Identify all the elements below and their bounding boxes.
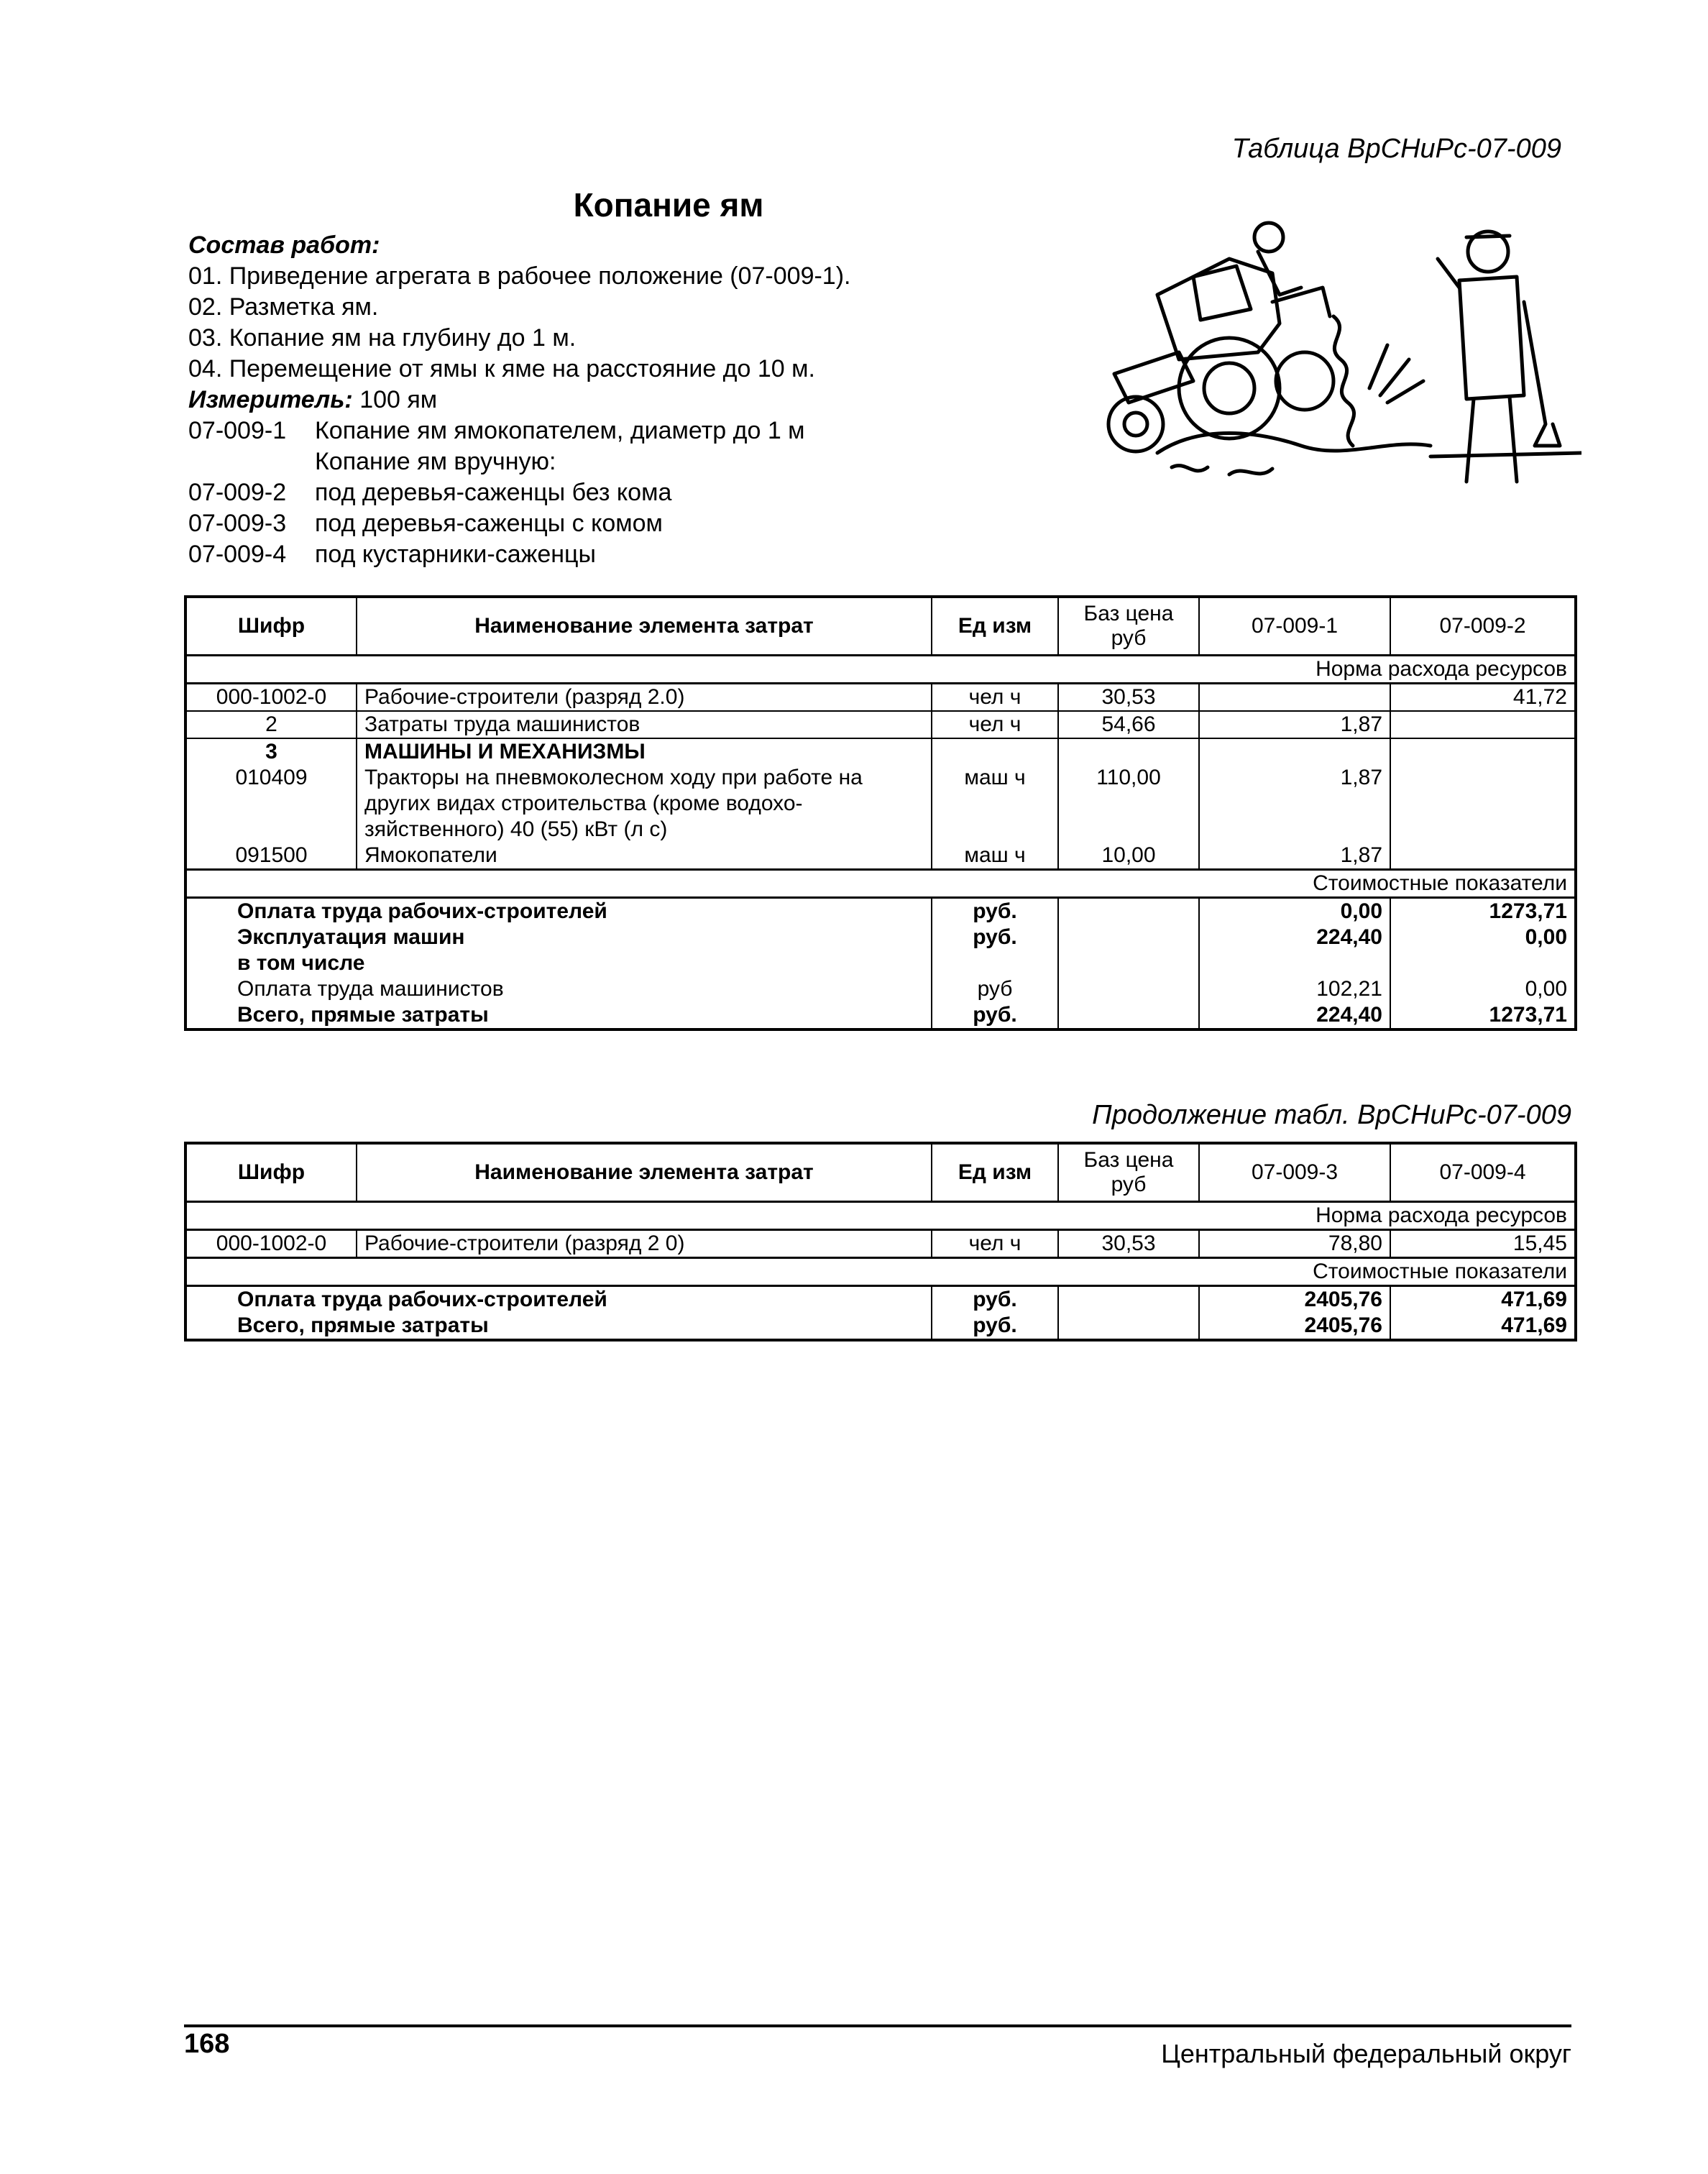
cell-unit: чел ч — [932, 711, 1058, 738]
cell-price: 54,66 — [1058, 711, 1199, 738]
cost-row — [185, 1286, 1576, 1313]
column-header: Ед изм — [932, 597, 1058, 656]
work-step: 03. Копание ям на глубину до 1 м. — [188, 324, 577, 352]
cell-value: 1273,71 — [1390, 1002, 1576, 1029]
cell-value: 78,80 — [1199, 1230, 1390, 1258]
section-row — [185, 870, 1576, 898]
work-item-text: Копание ям ямокопателем, диаметр до 1 м — [315, 417, 805, 444]
work-step: 01. Приведение агрегата в рабочее положение (07-009-1). — [188, 262, 851, 290]
cell-value: 2405,76 — [1199, 1286, 1390, 1313]
work-item-text: Копание ям вручную: — [315, 448, 556, 475]
meter-line — [188, 385, 851, 416]
page-number: 168 — [184, 2029, 230, 2059]
cell-value: 0,00 — [1390, 976, 1576, 1002]
cell-value: 1,87 — [1199, 843, 1390, 870]
cost-name: Всего, прямые затраты — [185, 1002, 932, 1029]
cost-name: Эксплуатация машин — [185, 925, 932, 950]
cost-name: Оплата труда рабочих-строителей — [185, 898, 932, 925]
cell-price: 10,00 — [1058, 843, 1199, 870]
cell-unit: маш ч — [932, 843, 1058, 870]
column-header: Шифр — [185, 597, 357, 656]
column-header: 07-009-4 — [1390, 1143, 1576, 1202]
cost-name: Всего, прямые затраты — [185, 1313, 932, 1340]
cell-unit: чел ч — [932, 1230, 1058, 1258]
cell-unit: руб. — [932, 1313, 1058, 1340]
footer-divider — [184, 2024, 1571, 2027]
cell-unit: руб. — [932, 898, 1058, 925]
table-header-row — [185, 1143, 1576, 1202]
column-header: Баз цена руб — [1058, 597, 1199, 656]
work-item-code: 07-009-2 — [188, 479, 287, 506]
table-row — [185, 1230, 1576, 1258]
column-header: Шифр — [185, 1143, 357, 1202]
work-step: 02. Разметка ям. — [188, 293, 379, 321]
work-item — [188, 539, 851, 570]
cell-value — [1390, 950, 1576, 976]
cell-name: Тракторы на пневмоколесном ходу при работе на других видах строительства (кроме водохо-зяйственного) 40 (55) кВт (л с) — [357, 765, 932, 843]
section-label: Стоимостные показатели — [185, 1258, 1576, 1286]
section-row — [185, 1258, 1576, 1286]
machines-heading: МАШИНЫ И МЕХАНИЗМЫ — [357, 738, 932, 765]
section-row — [185, 656, 1576, 684]
work-description — [188, 230, 851, 570]
table-header-row — [185, 597, 1576, 656]
work-step: 04. Перемещение от ямы к яме на расстояние до 10 м. — [188, 355, 815, 382]
cell-value: 224,40 — [1199, 1002, 1390, 1029]
cell-value: 15,45 — [1390, 1230, 1576, 1258]
column-header: 07-009-1 — [1199, 597, 1390, 656]
table-row — [185, 711, 1576, 738]
cell-unit: руб. — [932, 1286, 1058, 1313]
cost-name: Оплата труда машинистов — [185, 976, 932, 1002]
cost-row — [185, 950, 1576, 976]
cell-value: 41,72 — [1390, 684, 1576, 712]
table-row — [185, 765, 1576, 843]
section-row — [185, 1202, 1576, 1230]
meter-value: 100 ям — [359, 386, 438, 413]
cell-value — [1390, 765, 1576, 843]
cell-value — [1390, 843, 1576, 870]
work-item-text: под деревья-саженцы без кома — [315, 479, 672, 506]
table-row — [185, 684, 1576, 712]
cost-name: Оплата труда рабочих-строителей — [185, 1286, 932, 1313]
work-item-code: 07-009-3 — [188, 510, 287, 537]
cell-value: 2405,76 — [1199, 1313, 1390, 1340]
cell-unit — [932, 950, 1058, 976]
cell-value: 471,69 — [1390, 1286, 1576, 1313]
section-label: Норма расхода ресурсов — [185, 1202, 1576, 1230]
cell-value: 102,21 — [1199, 976, 1390, 1002]
cell-value — [1390, 711, 1576, 738]
cell-code: 000-1002-0 — [185, 1230, 357, 1258]
cell-unit: чел ч — [932, 684, 1058, 712]
cell-name: Затраты труда машинистов — [357, 711, 932, 738]
resource-table-continued — [184, 1142, 1577, 1341]
cell-value: 1273,71 — [1390, 898, 1576, 925]
work-item-code: 07-009-4 — [188, 541, 287, 568]
cell-value — [1199, 684, 1390, 712]
cell-code: 3 — [185, 738, 357, 765]
cell-value: 224,40 — [1199, 925, 1390, 950]
page-title: Копание ям — [573, 186, 764, 224]
cell-unit: руб. — [932, 1002, 1058, 1029]
section-label: Стоимостные показатели — [185, 870, 1576, 898]
work-composition-label: Состав работ: — [188, 231, 380, 259]
cost-row — [185, 976, 1576, 1002]
work-item — [188, 508, 851, 539]
column-header: Наименование элемента затрат — [357, 1143, 932, 1202]
cell-code: 010409 — [185, 765, 357, 843]
footer-region: Центральный федеральный округ — [1161, 2039, 1571, 2068]
table-row — [185, 843, 1576, 870]
cell-unit: руб — [932, 976, 1058, 1002]
work-item-text: под кустарники-саженцы — [315, 541, 596, 568]
resource-table — [184, 595, 1577, 1031]
cell-name: Рабочие-строители (разряд 2 0) — [357, 1230, 932, 1258]
work-item — [188, 416, 851, 446]
table-caption: Таблица ВрСНиРс-07-009 — [1231, 134, 1561, 164]
cell-name: Ямокопатели — [357, 843, 932, 870]
cell-price: 30,53 — [1058, 1230, 1199, 1258]
cell-value: 471,69 — [1390, 1313, 1576, 1340]
cell-value: 0,00 — [1199, 898, 1390, 925]
cost-row — [185, 1002, 1576, 1029]
column-header: 07-009-2 — [1390, 597, 1576, 656]
cell-value: 0,00 — [1390, 925, 1576, 950]
column-header: Ед изм — [932, 1143, 1058, 1202]
cell-value: 1,87 — [1199, 711, 1390, 738]
cell-price: 30,53 — [1058, 684, 1199, 712]
work-item — [188, 477, 851, 508]
tractor-auger-illustration — [1085, 208, 1581, 489]
column-header: Баз цена руб — [1058, 1143, 1199, 1202]
work-item-text: под деревья-саженцы с комом — [315, 510, 663, 537]
table-row — [185, 738, 1576, 765]
cell-price: 110,00 — [1058, 765, 1199, 843]
continuation-caption: Продолжение табл. ВрСНиРс-07-009 — [1092, 1100, 1571, 1130]
cost-row — [185, 898, 1576, 925]
cell-code: 2 — [185, 711, 357, 738]
cell-name: Рабочие-строители (разряд 2.0) — [357, 684, 932, 712]
work-item — [188, 446, 851, 477]
cell-unit: маш ч — [932, 765, 1058, 843]
meter-label: Измеритель: — [188, 386, 353, 413]
cost-row — [185, 925, 1576, 950]
cell-value — [1199, 950, 1390, 976]
cost-row — [185, 1313, 1576, 1340]
cell-unit: руб. — [932, 925, 1058, 950]
cell-code: 000-1002-0 — [185, 684, 357, 712]
section-label: Норма расхода ресурсов — [185, 656, 1576, 684]
column-header: Наименование элемента затрат — [357, 597, 932, 656]
cell-value: 1,87 — [1199, 765, 1390, 843]
column-header: 07-009-3 — [1199, 1143, 1390, 1202]
work-item-code: 07-009-1 — [188, 417, 287, 444]
cell-code: 091500 — [185, 843, 357, 870]
cost-name: в том числе — [185, 950, 932, 976]
